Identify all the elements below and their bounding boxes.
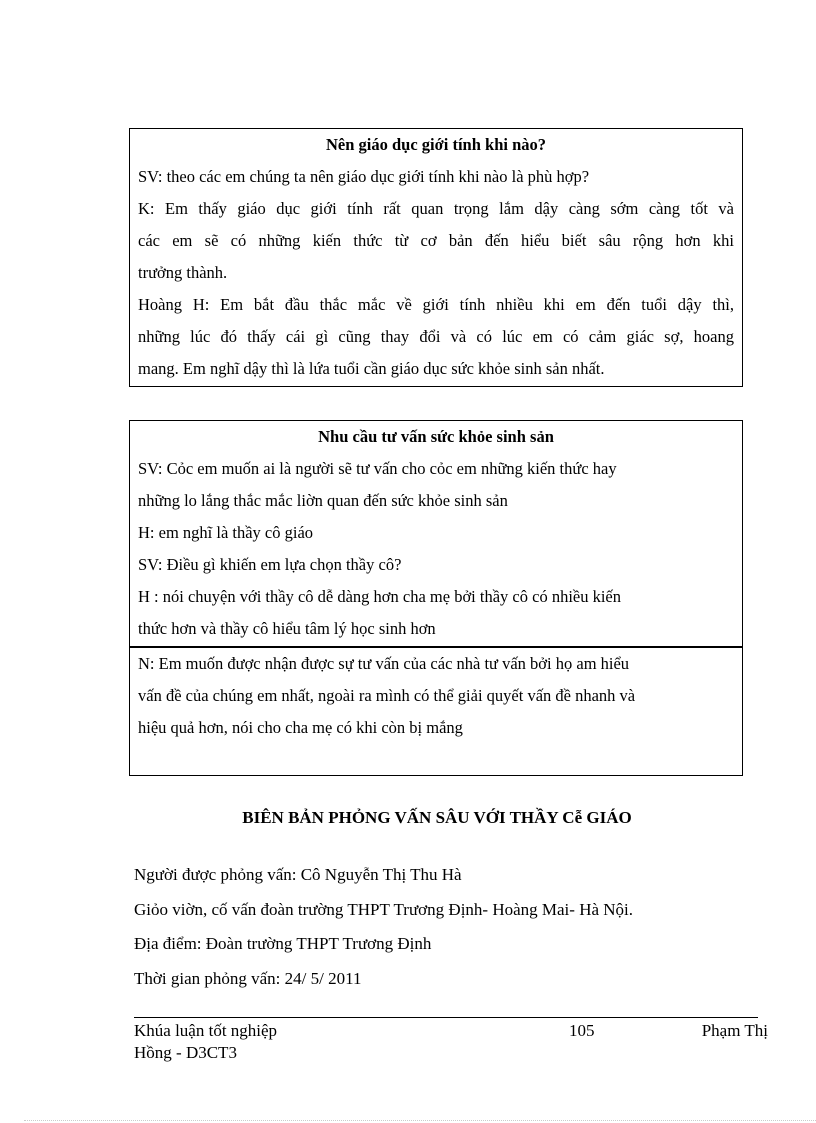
text-line: những lúc đó thấy cái gì cũng thay đổi và có lúc em có cảm giác sợ, hoang bbox=[138, 327, 734, 346]
text-line: các em sẽ có những kiến thức từ cơ bản đến hiểu biết sâu rộng hơn khi bbox=[138, 231, 734, 250]
box-title: Nhu cầu tư vấn sức khỏe sinh sản bbox=[318, 427, 554, 446]
page-footer bbox=[134, 1020, 768, 1064]
date-line: Thời gian phỏng vấn: 24/ 5/ 2011 bbox=[134, 968, 362, 988]
footer-author: Phạm Thị bbox=[701, 1021, 768, 1040]
text-line: hiệu quả hơn, nói cho cha mẹ có khi còn bị mắng bbox=[138, 718, 463, 737]
text-line: K: Em thấy giáo dục giới tính rất quan trọng lắm dậy càng sớm càng tốt và bbox=[138, 199, 734, 218]
box-section-upper bbox=[130, 421, 742, 648]
question-box-sex-education-timing bbox=[129, 128, 743, 387]
text-line: Hoàng H: Em bắt đầu thắc mắc về giới tính nhiều khi em đến tuổi dậy thì, bbox=[138, 295, 734, 314]
interview-info bbox=[134, 858, 633, 996]
footer-author-class: Hồng - D3CT3 bbox=[134, 1043, 237, 1062]
text-line: mang. Em nghĩ dậy thì là lứa tuổi cần giáo dục sức khỏe sinh sản nhất. bbox=[138, 359, 605, 378]
text-line: vấn đề của chúng em nhất, ngoài ra mình có thể giải quyết vấn đề nhanh và bbox=[138, 686, 636, 705]
role-line: Giỏo viờn, cố vấn đoàn trường THPT Trương Định- Hoàng Mai- Hà Nội. bbox=[134, 899, 634, 919]
box-title: Nên giáo dục giới tính khi nào? bbox=[325, 135, 547, 154]
text-line: thức hơn và thầy cô hiểu tâm lý học sinh hơn bbox=[138, 619, 436, 638]
text-line: H : nói chuyện với thầy cô dễ dàng hơn cha mẹ bởi thầy cô có nhiều kiến bbox=[138, 587, 622, 606]
text-line: N: Em muốn được nhận được sự tư vấn của các nhà tư vấn bởi họ am hiểu bbox=[138, 654, 630, 673]
section-heading: BIÊN BẢN PHỎNG VẤN SÂU VỚI THẦY Cễ GIÁO bbox=[242, 808, 632, 827]
page-bottom-edge bbox=[24, 1120, 816, 1121]
question-box-counseling-needs bbox=[129, 420, 743, 776]
text-line: SV: Cỏc em muốn ai là người sẽ tư vấn cho cỏc em những kiến thức hay bbox=[138, 459, 617, 478]
page-number: 105 bbox=[569, 1021, 595, 1040]
text-line: SV: theo các em chúng ta nên giáo dục giới tính khi nào là phù hợp? bbox=[138, 167, 590, 186]
text-line: những lo lắng thắc mắc liờn quan đến sức khỏe sinh sản bbox=[138, 491, 508, 510]
text-line: trưởng thành. bbox=[138, 263, 228, 282]
location-line: Địa điểm: Đoàn trường THPT Trương Định bbox=[134, 934, 432, 953]
text-line: H: em nghĩ là thầy cô giáo bbox=[138, 523, 314, 542]
text-line: SV: Điều gì khiến em lựa chọn thầy cô? bbox=[138, 555, 402, 574]
footer-thesis-label: Khúa luận tốt nghiệp bbox=[134, 1021, 278, 1040]
footer-divider bbox=[134, 1017, 758, 1018]
interviewee-line: Người được phỏng vấn: Cô Nguyễn Thị Thu Hà bbox=[134, 865, 462, 884]
box-section-lower bbox=[130, 648, 742, 744]
